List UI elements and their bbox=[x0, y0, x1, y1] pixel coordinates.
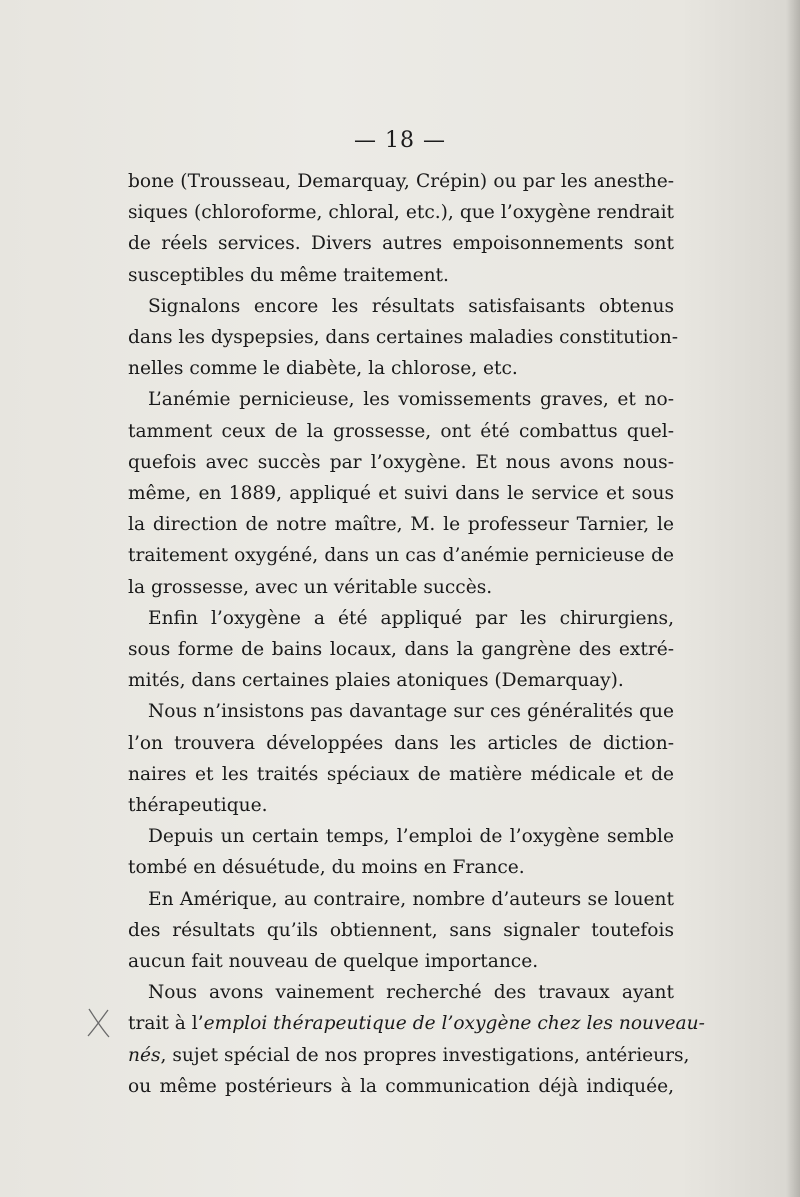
text-line bbox=[128, 1008, 705, 1039]
text-line bbox=[128, 1040, 690, 1071]
text-line: siques (chloroforme, chloral, etc.), que l’oxygène rendrait bbox=[128, 202, 674, 224]
page-number: — 18 — bbox=[354, 128, 446, 153]
text-line: Nous avons vainement recherché des travaux ayant bbox=[148, 982, 674, 1004]
text-line: Signalons encore les résultats satisfaisants obtenus bbox=[148, 295, 674, 317]
text-line: thérapeutique. bbox=[128, 795, 268, 817]
text-line: des résultats qu’ils obtiennent, sans signaler toutefois bbox=[128, 919, 674, 941]
text-line: naires et les traités spéciaux de matière médicale et de bbox=[128, 763, 674, 785]
text-segment: , sujet spécial de nos propres investigations, antérieurs, bbox=[160, 1044, 690, 1066]
text-line: En Amérique, au contraire, nombre d’auteurs se louent bbox=[148, 888, 674, 910]
text-line: ou même postérieurs à la communication déjà indiquée, bbox=[128, 1075, 674, 1097]
text-line: de réels services. Divers autres empoisonnements sont bbox=[128, 233, 674, 255]
text-line: Depuis un certain temps, l’emploi de l’oxygène semble bbox=[148, 826, 674, 848]
paragraph-7 bbox=[128, 884, 674, 978]
text-line: nelles comme le diabète, la chlorose, etc. bbox=[128, 358, 518, 380]
text-line: tombé en désuétude, du moins en France. bbox=[128, 857, 525, 879]
text-line: quefois avec succès par l’oxygène. Et nous avons nous- bbox=[128, 451, 674, 473]
text-line: même, en 1889, appliqué et suivi dans le service et sous bbox=[128, 483, 674, 505]
text-line: Nous n’insistons pas davantage sur ces généralités que bbox=[148, 701, 674, 723]
italic-text: emploi thérapeutique de l’oxygène chez les nouveau- bbox=[203, 1013, 705, 1035]
text-line: la grossesse, avec un véritable succès. bbox=[128, 576, 493, 598]
paragraph-4 bbox=[128, 603, 674, 697]
italic-text: nés bbox=[128, 1044, 161, 1066]
paragraph-2 bbox=[128, 291, 679, 385]
text-line: susceptibles du même traitement. bbox=[128, 264, 449, 286]
text-line: aucun fait nouveau de quelque importance. bbox=[128, 951, 539, 973]
paragraph-6 bbox=[128, 821, 674, 883]
text-line: mités, dans certaines plaies atoniques (Demarquay). bbox=[128, 670, 624, 692]
text-line: l’on trouvera développées dans les articles de diction- bbox=[128, 732, 674, 754]
paragraph-8 bbox=[128, 977, 705, 1102]
handwritten-x-mark-icon bbox=[86, 1006, 112, 1040]
text-line: Enfin l’oxygène a été appliqué par les chirurgiens, bbox=[148, 607, 674, 629]
paragraph-5 bbox=[128, 696, 674, 821]
text-line: dans les dyspepsies, dans certaines maladies constitution- bbox=[128, 327, 679, 349]
text-line: L’anémie pernicieuse, les vomissements graves, et no- bbox=[148, 389, 674, 411]
text-line: sous forme de bains locaux, dans la gangrène des extré- bbox=[128, 639, 674, 661]
page-edge-shadow bbox=[786, 0, 800, 1197]
paragraph-3 bbox=[128, 384, 674, 602]
text-line: tamment ceux de la grossesse, ont été combattus quel- bbox=[128, 420, 674, 442]
text-segment: trait à l’ bbox=[128, 1013, 204, 1035]
body-text bbox=[128, 166, 705, 1102]
text-line: la direction de notre maître, M. le professeur Tarnier, le bbox=[128, 514, 674, 536]
text-line: bone (Trousseau, Demarquay, Crépin) ou par les anesthe- bbox=[128, 171, 674, 192]
paragraph-1 bbox=[128, 166, 674, 291]
text-line: traitement oxygéné, dans un cas d’anémie pernicieuse de bbox=[128, 545, 674, 567]
